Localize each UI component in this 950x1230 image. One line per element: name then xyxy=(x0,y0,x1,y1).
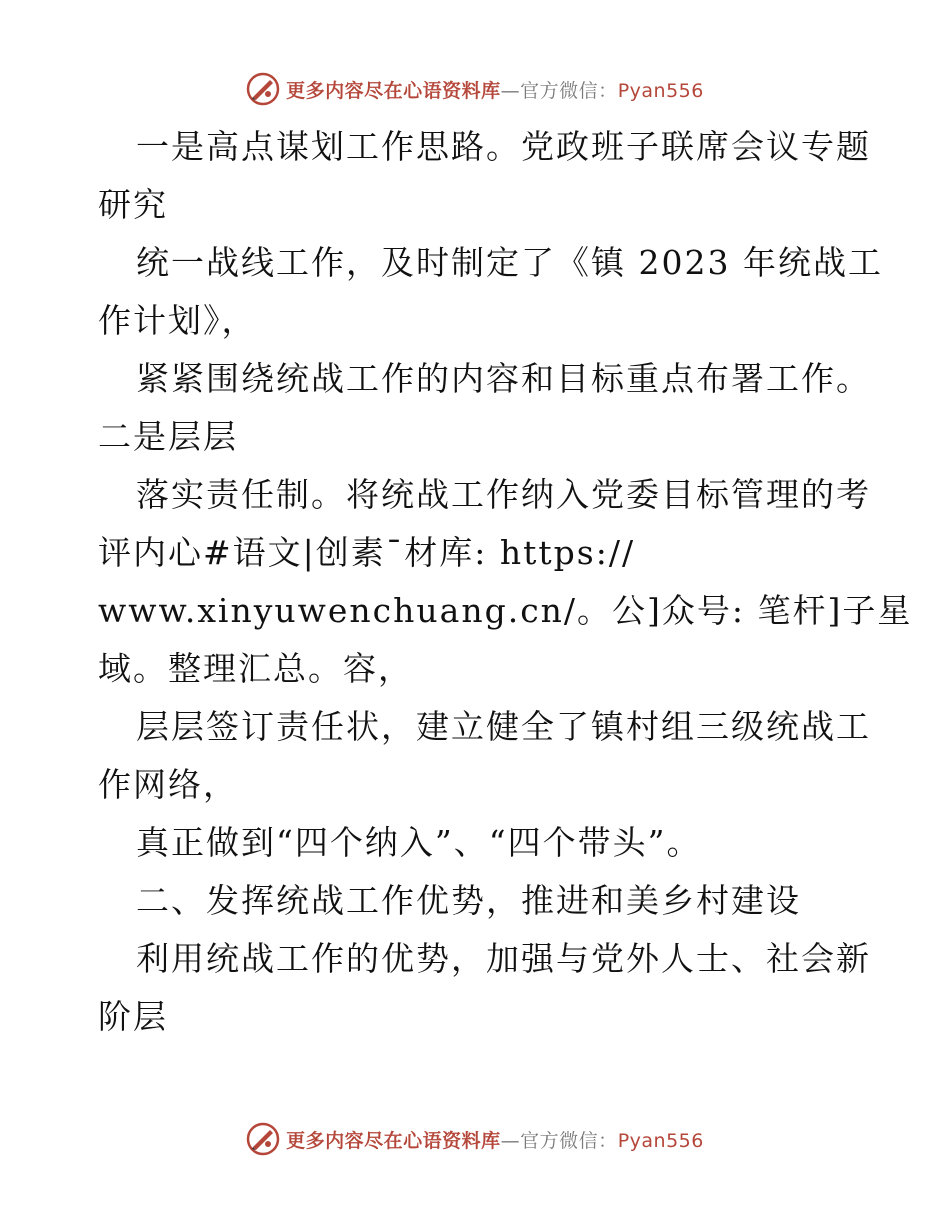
watermark-dash: — xyxy=(500,1129,521,1152)
body-line: 层层签订责任状，建立健全了镇村组三级统战工 xyxy=(136,707,871,746)
watermark-wechat-label: 官方微信： xyxy=(520,1129,618,1152)
body-line: 作计划》， xyxy=(98,301,257,340)
body-line: 评内心#语文|创素¯材库: https:// xyxy=(98,533,636,572)
body-line: www.xinyuwenchuang.cn/。公]众号: 笔杆]子星 xyxy=(98,591,913,630)
watermark-dash: — xyxy=(500,79,521,102)
body-line: 统一战线工作，及时制定了《镇 2023 年统战工 xyxy=(136,243,883,282)
quill-logo-icon xyxy=(246,1122,280,1156)
watermark-text xyxy=(286,76,704,103)
body-line: 真正做到“四个纳入”、“四个带头”。 xyxy=(136,823,702,862)
watermark-text xyxy=(286,1126,704,1153)
body-line: 阶层 xyxy=(98,997,168,1036)
body-line: 落实责任制。将统战工作纳入党委目标管理的考 xyxy=(136,475,871,514)
footer-watermark xyxy=(0,1122,950,1156)
watermark-wechat-id: Pyan556 xyxy=(617,1129,704,1152)
watermark-wechat-label: 官方微信： xyxy=(520,79,618,102)
watermark-wechat-id: Pyan556 xyxy=(617,79,704,102)
watermark-brand: 更多内容尽在心语资料库 xyxy=(286,79,501,102)
body-line: 域。整理汇总。容， xyxy=(98,649,413,688)
body-line: 利用统战工作的优势，加强与党外人士、社会新 xyxy=(136,939,871,978)
body-line: 二是层层 xyxy=(98,417,238,456)
body-line: 研究 xyxy=(98,185,168,224)
header-watermark xyxy=(0,72,950,106)
body-line: 二、发挥统战工作优势，推进和美乡村建设 xyxy=(136,881,801,920)
document-body xyxy=(98,118,913,1046)
body-line: 作网络， xyxy=(98,765,238,804)
body-line: 一是高点谋划工作思路。党政班子联席会议专题 xyxy=(136,127,871,166)
body-line: 紧紧围绕统战工作的内容和目标重点布署工作。 xyxy=(136,359,871,398)
quill-logo-icon xyxy=(246,72,280,106)
watermark-brand: 更多内容尽在心语资料库 xyxy=(286,1129,501,1152)
